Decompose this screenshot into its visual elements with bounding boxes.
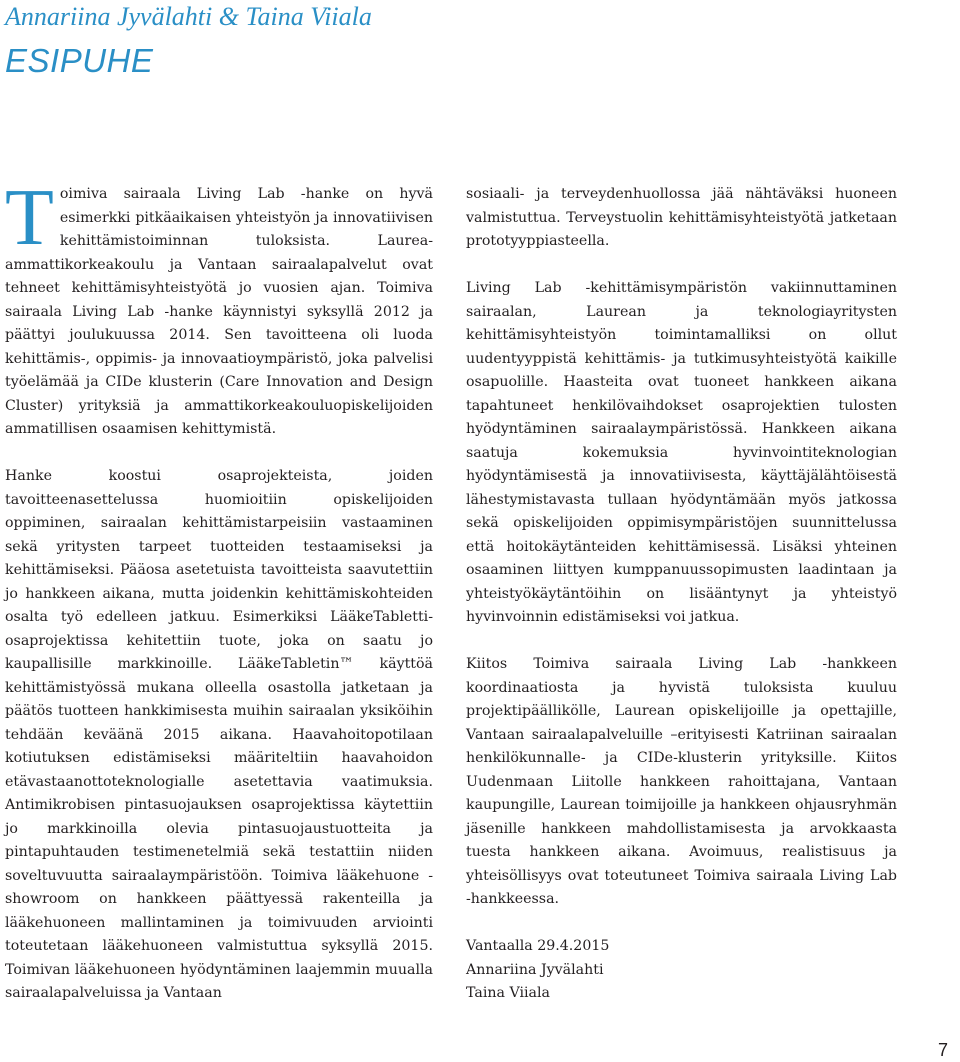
signer-name: Annariina Jyvälahti xyxy=(466,961,604,978)
thanks-paragraph: Kiitos Toimiva sairaala Living Lab -hankkeen koordinaatiosta ja hyvistä tuloksista kuuluu projektipäällikölle, Laurean opiskelijoille ja opettajille, Vantaan sairaalapalveluille –erityisesti Katriinan sairaalan henkilökunnalle- ja CIDe-klusterin yrityksille. Kiitos Uudenmaan Liitolle hankkeen rahoittajana, Vantaan kaupungille, Laurean toimijoille ja hankkeen ohjausryhmän jäsenille hankkeen mahdollistamisesta ja arvokkaasta tuesta hankkeen aikana. Avoimuus, realistisuus ja yhteisöllisyys ovat toteutuneet Toimiva sairaala Living Lab -hankkeessa. xyxy=(466,656,897,907)
intro-paragraph-text: oimiva sairaala Living Lab -hanke on hyvä esimerkki pitkäaikaisen yhteistyön ja innovatiivisen kehittämistoiminnan tuloksista. Laurea-ammattikorkeakoulu ja Vantaan sairaalapalvelut ovat tehneet kehittämisyhteistyötä jo vuosien ajan. Toimiva sairaala Living Lab -hanke käynnistyi syksyllä 2012 ja päättyi joulukuussa 2014. Sen tavoitteena oli luoda kehittämis-, oppimis- ja innovaatioympäristö, joka palvelisi työelämää ja CIDe klusterin (Care Innovation and Design Cluster) yrityksiä ja ammattikorkeakouluopiskelijoiden ammatillisen osaamisen kehittymistä. xyxy=(5,186,433,437)
left-column xyxy=(5,174,433,1006)
page-number: 7 xyxy=(937,1040,948,1060)
signer-name: Taina Viiala xyxy=(466,985,550,1001)
drop-cap: T xyxy=(5,174,54,262)
intro-paragraph xyxy=(5,174,433,442)
authors-line: Annariina Jyvälahti & Taina Viiala xyxy=(5,2,372,31)
page-title: ESIPUHE xyxy=(5,42,154,79)
right-column xyxy=(466,183,897,1006)
continuation-paragraph: sosiaali- ja terveydenhuollossa jää nähtäväksi huoneen valmistuttua. Terveystuolin kehittämisyhteistyötä jatketaan prototyyppiasteella. xyxy=(466,186,897,249)
living-lab-paragraph: Living Lab -kehittämisympäristön vakiinnuttaminen sairaalan, Laurean ja teknologiayritysten kehittämisyhteistyön toimintamalliksi on ollut uudentyyppistä kehittämis- ja tutkimusyhteistyötä kaikille osapuolille. Haasteita ovat tuoneet hankkeen aikana tapahtuneet henkilövaihdokset osaprojektien tulosten hyödyntäminen sairaalaympäristössä. Hankkeen aikana saatuja kokemuksia hyvinvointiteknologian hyödyntämisestä ja innovatiivisesta, käyttäjälähtöisestä lähestymistavasta tullaan hyödyntämään myös jatkossa sekä opiskelijoiden oppimisympäristöjen suunnittelussa että hoitokäytänteiden kehittämisessä. Lisäksi yhteinen osaaminen liittyen kumppanuussopimusten laadintaan ja yhteistyökäytäntöihin on lisääntynyt ja yhteistyö hyvinvoinnin edistämiseksi voi jatkua. xyxy=(466,280,897,625)
place-date: Vantaalla 29.4.2015 xyxy=(466,938,610,954)
projects-paragraph: Hanke koostui osaprojekteista, joiden tavoitteenasettelussa huomioitiin opiskelijoiden oppiminen, sairaalan kehittämistarpeisiin vastaaminen sekä yritysten tarpeet tuotteiden testaamiseksi ja kehittämiseksi. Pääosa asetetuista tavoitteista saavutettiin jo hankkeen aikana, mutta joidenkin kehittämiskohteiden osalta työ edelleen jatkuu. Esimerkiksi LääkeTabletti-osaprojektissa kehitettiin tuote, joka on saatu jo kaupallisille markkinoille. LääkeTabletin™ käyttöä kehittämistyössä mukana olleella osastolla jatketaan ja päätös tuotteen hankkimisesta muihin sairaalan yksiköihin tehdään keväänä 2015 aikana. Haavahoitopotilaan kotiutuksen edistämiseksi määriteltiin haavahoidon etävastaanottoteknologialle asetettavia vaatimuksia. Antimikrobisen pintasuojauksen osaprojektissa käytettiin jo markkinoilla olevia pintasuojaustuotteita ja pintapuhtauden testimenetelmiä sekä testattiin niiden soveltuvuutta sairaalaympäristöön. Toimiva lääkehuone -showroom on hankkeen päättyessä rakenteilla ja lääkehuoneen mallintaminen ja toimivuuden arviointi toteutetaan lääkehuoneen valmistuttua syksyllä 2015. Toimivan lääkehuoneen hyödyntäminen laajemmin muualla sairaalapalveluissa ja Vantaan xyxy=(5,468,433,1001)
